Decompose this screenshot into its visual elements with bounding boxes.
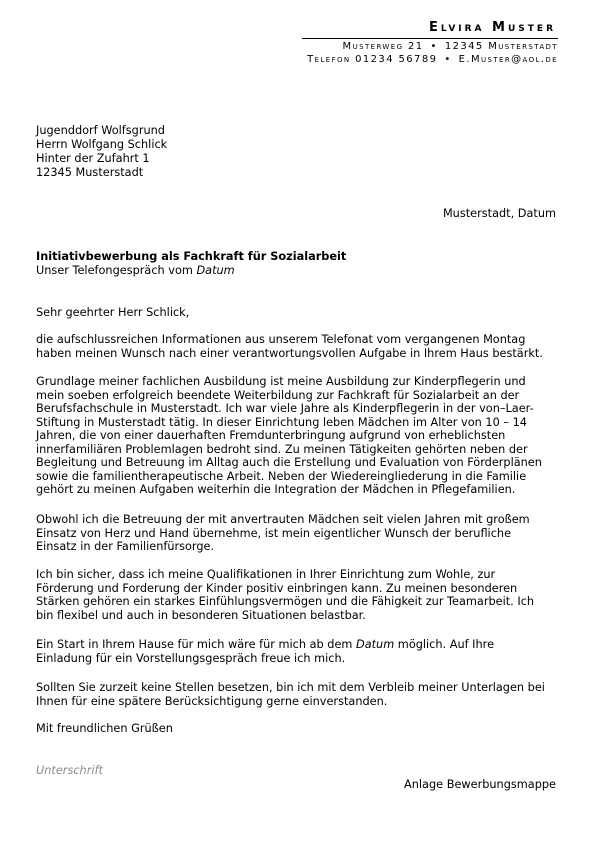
paragraph-3 (36, 513, 558, 554)
paragraph-line: bin flexibel und auch in besonderen Situationen belastbar. (36, 608, 366, 622)
paragraph-line: Berufsfachschule in Musterstadt. Ich war viele Jahre als Kinderpflegerin in der von–Laer- (36, 402, 534, 415)
paragraph-line: Sollten Sie zurzeit keine Stellen besetzen, bin ich mit dem Verbleib meiner Unterlagen bei (36, 681, 545, 694)
closing: Mit freundlichen Grüßen (36, 722, 173, 735)
paragraph-line: innerfamiliären Problemlagen bedroht sind. Zu meinen Tätigkeiten gehörten neben der (36, 442, 528, 456)
paragraph-line: Begleitung und Betreuung im Alltag auch die Erstellung und Evaluation von Förderplänen (36, 456, 542, 469)
paragraph-1 (36, 333, 558, 360)
subject-reference-prefix: Unser Telefongespräch vom (36, 263, 197, 277)
recipient-address (36, 124, 167, 180)
letterhead-rule (302, 38, 558, 39)
paragraph-line: gehört zu meinen Aufgaben weiterhin die Integration der Mädchen in Pflegefamilien. (36, 483, 516, 496)
paragraph-line: Einsatz in der Familienfürsorge. (36, 540, 215, 553)
paragraph-text: Ein Start in Ihrem Hause für mich wäre für mich ab dem (36, 638, 356, 651)
subject-reference-date: Datum (196, 263, 235, 277)
paragraph-line: Obwohl ich die Betreuung der mit anvertrauten Mädchen seit vielen Jahren mit großem (36, 513, 530, 526)
sender-street: Musterweg 21 (342, 41, 424, 52)
paragraph-5 (36, 638, 558, 665)
date-line: Musterstadt, Datum (442, 207, 556, 220)
recipient-line: Herrn Wolfgang Schlick (36, 138, 168, 151)
sender-contact-line (307, 53, 558, 67)
paragraph-4 (36, 568, 558, 622)
paragraph-6 (36, 681, 558, 708)
recipient-line: 12345 Musterstadt (36, 166, 144, 179)
sender-email: E.Muster@aol.de (458, 54, 558, 65)
paragraph-line: Jahren, die von einer dauerhaften Fremdunterbringung aufgrund von erheblichsten (36, 429, 506, 442)
paragraph-2 (36, 375, 558, 497)
paragraph-line: haben meinen Wunsch nach einer verantwortungsvollen Aufgabe in Ihrem Haus bestärkt. (36, 346, 543, 360)
separator-dot: • (430, 41, 438, 52)
paragraph-line: Ihnen für eine spätere Berücksichtigung gerne einverstanden. (36, 694, 388, 708)
subject-reference (36, 264, 346, 278)
sender-name: Elvira Muster (428, 20, 556, 35)
signature-placeholder: Unterschrift (36, 764, 103, 777)
salutation: Sehr geehrter Herr Schlick, (36, 306, 190, 319)
paragraph-line: mein soeben erfolgreich beendete Weiterbildung zur Fachkraft für Sozialarbeit an der (36, 388, 520, 402)
paragraph-line (36, 638, 558, 652)
separator-dot: • (444, 54, 452, 65)
paragraph-text: möglich. Auf Ihre (394, 638, 495, 651)
subject-block (36, 250, 346, 277)
paragraph-line: Stärken gehören ein starkes Einfühlungsvermögen und die Fähigkeit zur Teamarbeit. Ich (36, 595, 535, 608)
paragraph-line: Grundlage meiner fachlichen Ausbildung ist meine Ausbildung zur Kinderpflegerin und (36, 375, 526, 388)
paragraph-line: Einladung für ein Vorstellungsgespräch freue ich mich. (36, 651, 346, 665)
enclosure-note: Anlage Bewerbungsmappe (404, 778, 556, 791)
recipient-line: Jugenddorf Wolfsgrund (36, 124, 165, 137)
paragraph-line: Einsatz von Herz und Hand übernehme, ist mein eigentlicher Wunsch der berufliche (36, 526, 512, 540)
paragraph-line: sowie die familientherapeutische Arbeit. Neben der Wiedereingliederung in die Familie (36, 469, 527, 483)
recipient-line: Hinter der Zufahrt 1 (36, 152, 150, 165)
paragraph-line: Ich bin sicher, dass ich meine Qualifikationen in Ihrer Einrichtung zum Wohle, zur (36, 568, 496, 581)
paragraph-line: Förderung und Forderung der Kinder positiv einbringen kann. Zu meinen besonderen (36, 581, 518, 595)
subject-title: Initiativbewerbung als Fachkraft für Sozialarbeit (36, 250, 347, 263)
paragraph-line: die aufschlussreichen Informationen aus unserem Telefonat vom vergangenen Montag (36, 333, 526, 346)
sender-city: 12345 Musterstadt (444, 41, 558, 52)
start-date-placeholder: Datum (356, 638, 395, 651)
sender-address-line (343, 40, 558, 54)
sender-phone: Telefon 01234 56789 (307, 54, 438, 65)
paragraph-line: Stiftung in Musterstadt tätig. In dieser Einrichtung leben Mädchen im Alter von 10 – 14 (36, 415, 527, 429)
